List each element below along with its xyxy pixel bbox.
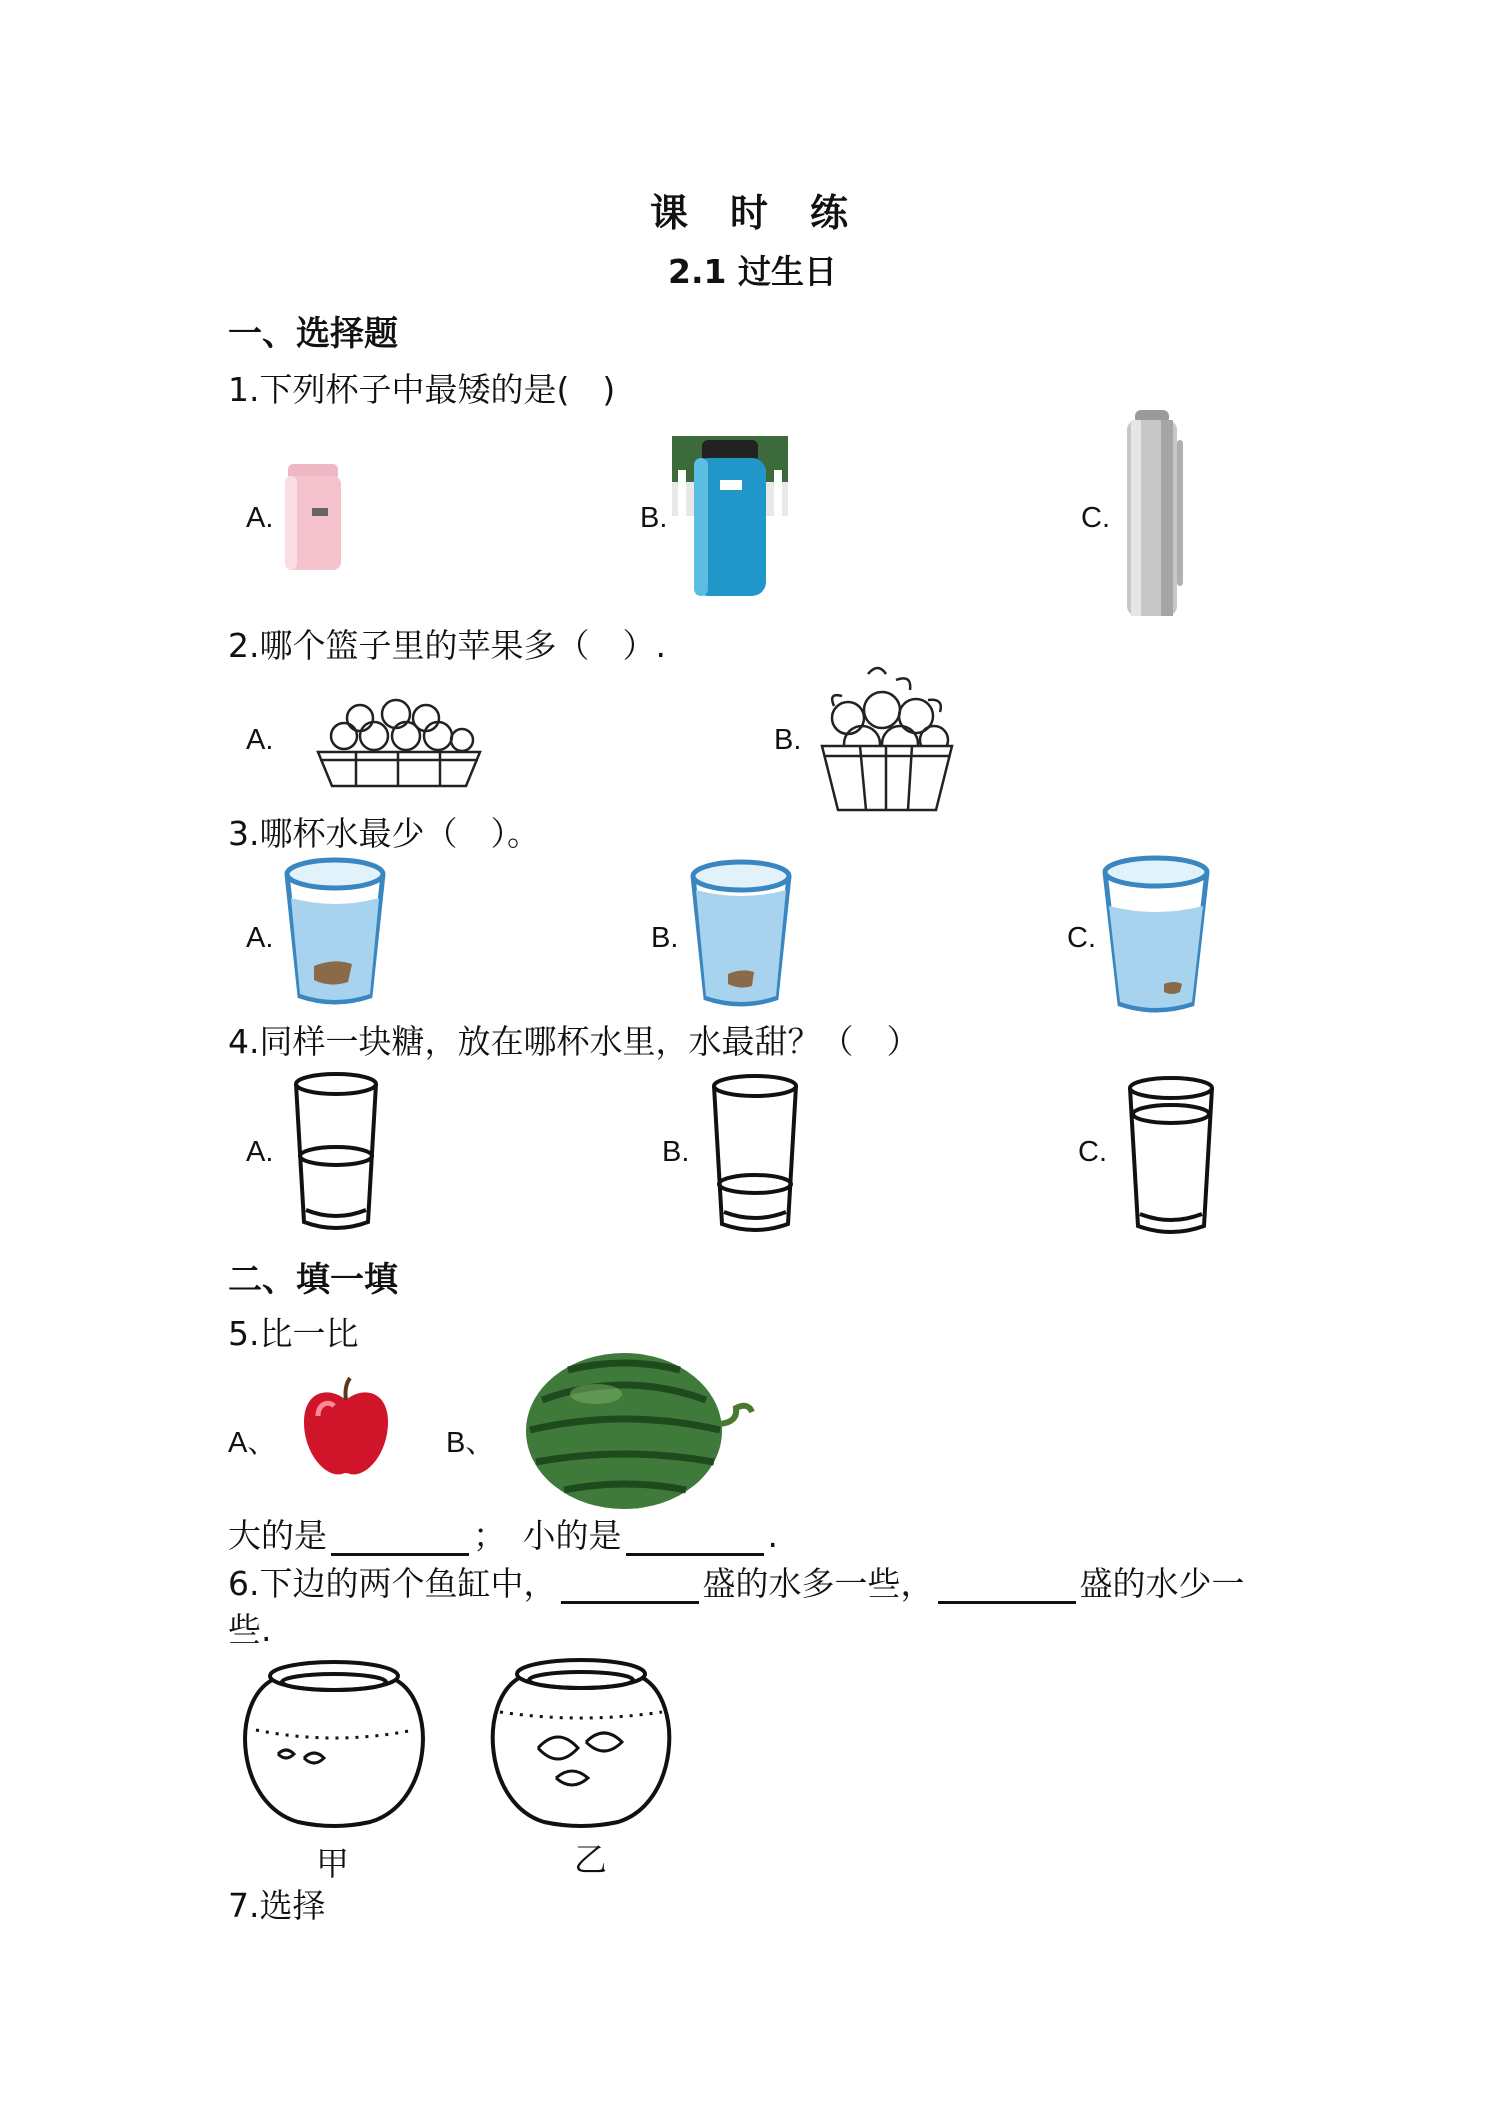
fishbowl-jia-image: [238, 1654, 430, 1830]
section-heading-fill: 二、填一填: [228, 1260, 398, 1300]
question-5: 5.比一比: [228, 1314, 359, 1353]
fishbowl-label-yi: 乙: [574, 1840, 607, 1879]
question-4: 4.同样一块糖，放在哪杯水里，水最甜？（ ）: [228, 1022, 920, 1061]
q5-big-label: 大的是: [228, 1516, 327, 1555]
page-title: 课 时 练: [650, 191, 851, 235]
q1-option-c-label: C.: [1081, 502, 1110, 534]
sugar-glass-b-image: [710, 1072, 800, 1236]
section-heading-choice: 一、选择题: [228, 314, 398, 354]
water-glass-a-image: [284, 858, 386, 1004]
sugar-glass-a-image: [292, 1070, 380, 1234]
apple-image: [300, 1376, 392, 1480]
q4-option-c-label: C.: [1078, 1136, 1107, 1168]
q5-option-b-label: B、: [446, 1427, 495, 1459]
question-6-line2: 些.: [228, 1610, 272, 1649]
question-2: 2.哪个篮子里的苹果多（ ）.: [228, 626, 666, 665]
question-1: 1.下列杯子中最矮的是( ): [228, 370, 616, 409]
blue-bottle-image: [672, 436, 788, 596]
q6-text-c: 盛的水少一: [1079, 1564, 1245, 1603]
water-glass-c-image: [1102, 856, 1210, 1012]
q6-text-a: 6.下边的两个鱼缸中，: [228, 1564, 557, 1603]
sugar-glass-c-image: [1126, 1074, 1216, 1238]
q3-option-a-label: A.: [246, 922, 274, 954]
watermelon-image: [524, 1350, 760, 1512]
q6-text-b: 盛的水多一些，: [702, 1564, 934, 1603]
question-7: 7.选择: [228, 1886, 326, 1925]
q6-more-blank[interactable]: [561, 1569, 699, 1604]
q6-less-blank[interactable]: [938, 1569, 1076, 1604]
q3-option-b-label: B.: [651, 922, 679, 954]
silver-thermos-image: [1121, 410, 1189, 616]
fishbowl-yi-image: [486, 1652, 676, 1830]
question-3: 3.哪杯水最少（ ）。: [228, 814, 540, 853]
fishbowl-label-jia: 甲: [316, 1844, 349, 1883]
q5-answer-line: [228, 1516, 778, 1556]
water-glass-b-image: [690, 860, 792, 1006]
small-basket-image: [316, 696, 482, 790]
q5-small-label: ； 小的是: [473, 1516, 622, 1555]
q2-option-a-label: A.: [246, 724, 274, 756]
question-6-line1: [228, 1564, 1245, 1604]
q3-option-c-label: C.: [1067, 922, 1096, 954]
q1-option-b-label: B.: [640, 502, 668, 534]
q4-option-a-label: A.: [246, 1136, 274, 1168]
q5-end: .: [767, 1516, 778, 1555]
q4-option-b-label: B.: [662, 1136, 690, 1168]
q5-big-blank[interactable]: [331, 1521, 469, 1556]
q2-option-b-label: B.: [774, 724, 802, 756]
large-basket-image: [808, 664, 964, 812]
pink-cup-image: [282, 464, 344, 572]
q5-small-blank[interactable]: [626, 1521, 764, 1556]
q5-option-a-label: A、: [228, 1427, 277, 1459]
q1-option-a-label: A.: [246, 502, 274, 534]
page-subtitle: 2.1 过生日: [668, 252, 837, 291]
